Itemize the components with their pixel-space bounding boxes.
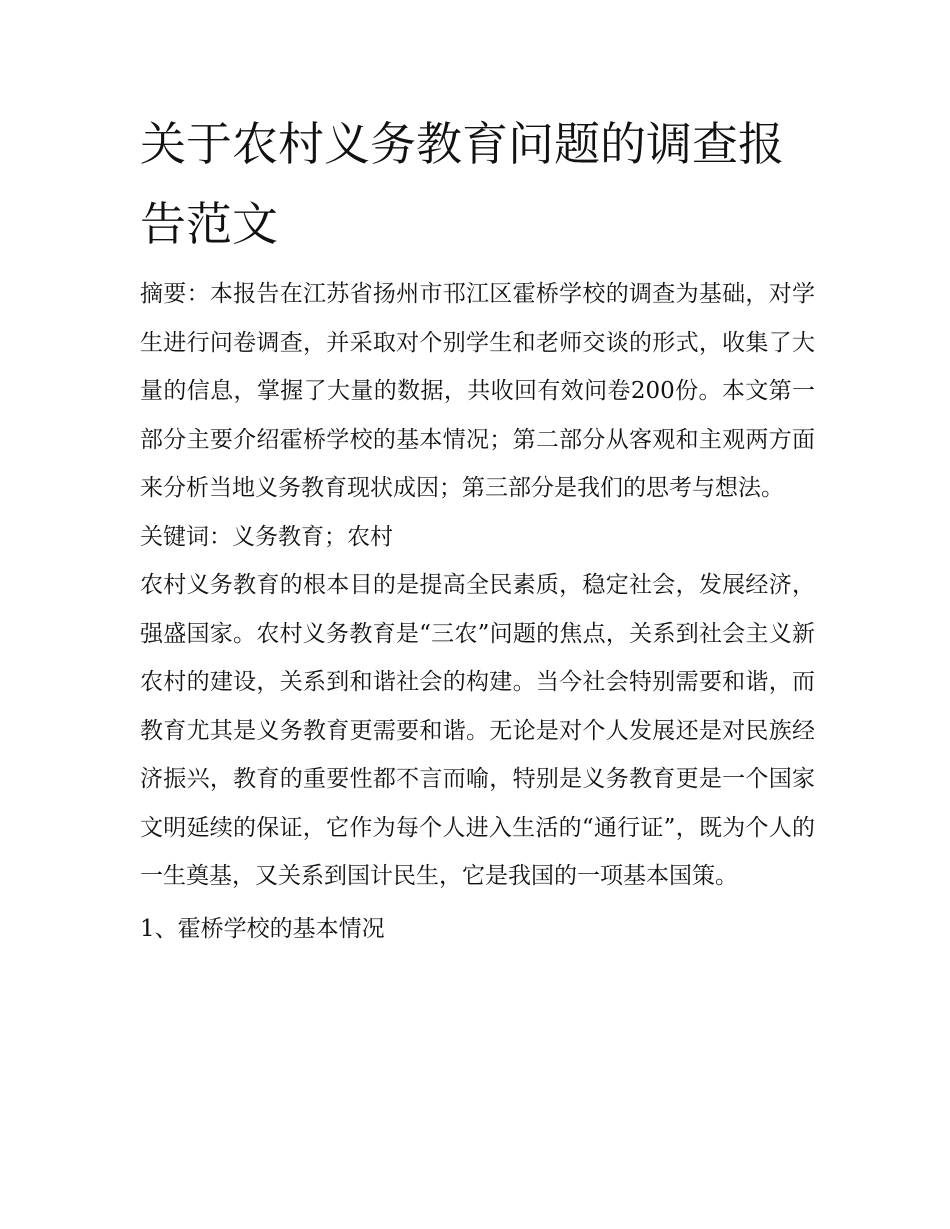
document-title: 关于农村义务教育问题的调查报告范文: [140, 117, 784, 251]
section-heading: 1、霍桥学校的基本情况: [140, 915, 385, 942]
keywords-line: 关键词：义务教育；农村: [140, 523, 393, 550]
document-content: [140, 104, 815, 953]
abstract-paragraph: 摘要：本报告在江苏省扬州市邗江区霍桥学校的调查为基础，对学生进行问卷调查，并采取对个别学生和老师交谈的形式，收集了大量的信息，掌握了大量的数据，共收回有效问卷200份。本文第一部分主要介绍霍桥学校的基本情况；第二部分从客观和主观两方面来分析当地义务教育现状成因；第三部分是我们的思考与想法。: [140, 281, 815, 501]
body-paragraph: 农村义务教育的根本目的是提高全民素质，稳定社会，发展经济，强盛国家。农村义务教育是“三农”问题的焦点，关系到社会主义新农村的建设，关系到和谐社会的构建。当今社会特别需要和谐，而教育尤其是义务教育更需要和谐。无论是对个人发展还是对民族经济振兴，教育的重要性都不言而喻，特别是义务教育更是一个国家文明延续的保证，它作为每个人进入生活的“通行证”，既为个人的一生奠基，又关系到国计民生，它是我国的一项基本国策。: [140, 572, 815, 889]
